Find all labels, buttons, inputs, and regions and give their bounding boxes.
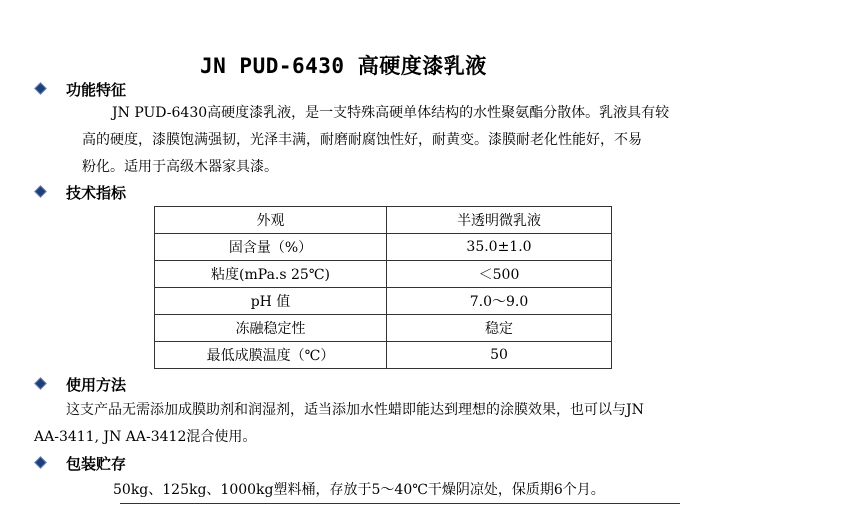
spec-name-cell: 冻融稳定性 bbox=[155, 315, 387, 342]
section-heading-features bbox=[34, 78, 126, 100]
table-row bbox=[155, 288, 612, 315]
table-row bbox=[155, 234, 612, 261]
table-row bbox=[155, 261, 612, 288]
spec-value-cell: 半透明微乳液 bbox=[387, 207, 612, 234]
section-heading-label: 技术指标 bbox=[66, 183, 127, 202]
spec-value-cell: ＜500 bbox=[387, 261, 612, 288]
table-row bbox=[155, 207, 612, 234]
bottom-divider bbox=[120, 503, 680, 504]
diamond-bullet-icon bbox=[34, 377, 48, 391]
section-heading-label: 包装贮存 bbox=[66, 454, 127, 473]
storage-line-1: 50kg、125kg、1000kg塑料桶，存放于5～40℃干燥阴凉处，保质期6个月。 bbox=[113, 482, 605, 498]
section-heading-label: 功能特征 bbox=[66, 80, 127, 99]
spec-value-cell: 稳定 bbox=[387, 315, 612, 342]
diamond-bullet-icon bbox=[34, 185, 48, 199]
spec-name-cell: 固含量（%） bbox=[155, 234, 387, 261]
diamond-bullet-icon bbox=[34, 82, 48, 96]
usage-line-2: AA-3411, JN AA-3412混合使用。 bbox=[34, 429, 257, 445]
spec-name-cell: 外观 bbox=[155, 207, 387, 234]
features-line-1: JN PUD-6430高硬度漆乳液，是一支特殊高硬单体结构的水性聚氨酯分散体。乳液具有较 bbox=[112, 105, 670, 121]
section-heading-label: 使用方法 bbox=[66, 375, 127, 394]
section-heading-specs bbox=[34, 181, 126, 203]
table-row bbox=[155, 342, 612, 369]
spec-name-cell: pH 值 bbox=[155, 288, 387, 315]
section-heading-storage bbox=[34, 452, 126, 474]
usage-line-1: 这支产品无需添加成膜助剂和润湿剂，适当添加水性蜡即能达到理想的涂膜效果，也可以与JN bbox=[66, 402, 644, 418]
spec-name-cell: 粘度(mPa.s 25℃) bbox=[155, 261, 387, 288]
spec-value-cell: 35.0±1.0 bbox=[387, 234, 612, 261]
diamond-bullet-icon bbox=[34, 456, 48, 470]
features-line-3: 粉化。适用于高级木器家具漆。 bbox=[82, 159, 278, 175]
document-title: JN PUD-6430 高硬度漆乳液 bbox=[200, 54, 487, 78]
spec-table bbox=[154, 206, 612, 369]
spec-value-cell: 7.0～9.0 bbox=[387, 288, 612, 315]
spec-name-cell: 最低成膜温度（℃） bbox=[155, 342, 387, 369]
features-line-2: 高的硬度，漆膜饱满强韧，光泽丰满，耐磨耐腐蚀性好，耐黄变。漆膜耐老化性能好，不易 bbox=[82, 132, 642, 148]
section-heading-usage bbox=[34, 373, 126, 395]
table-row bbox=[155, 315, 612, 342]
spec-value-cell: 50 bbox=[387, 342, 612, 369]
